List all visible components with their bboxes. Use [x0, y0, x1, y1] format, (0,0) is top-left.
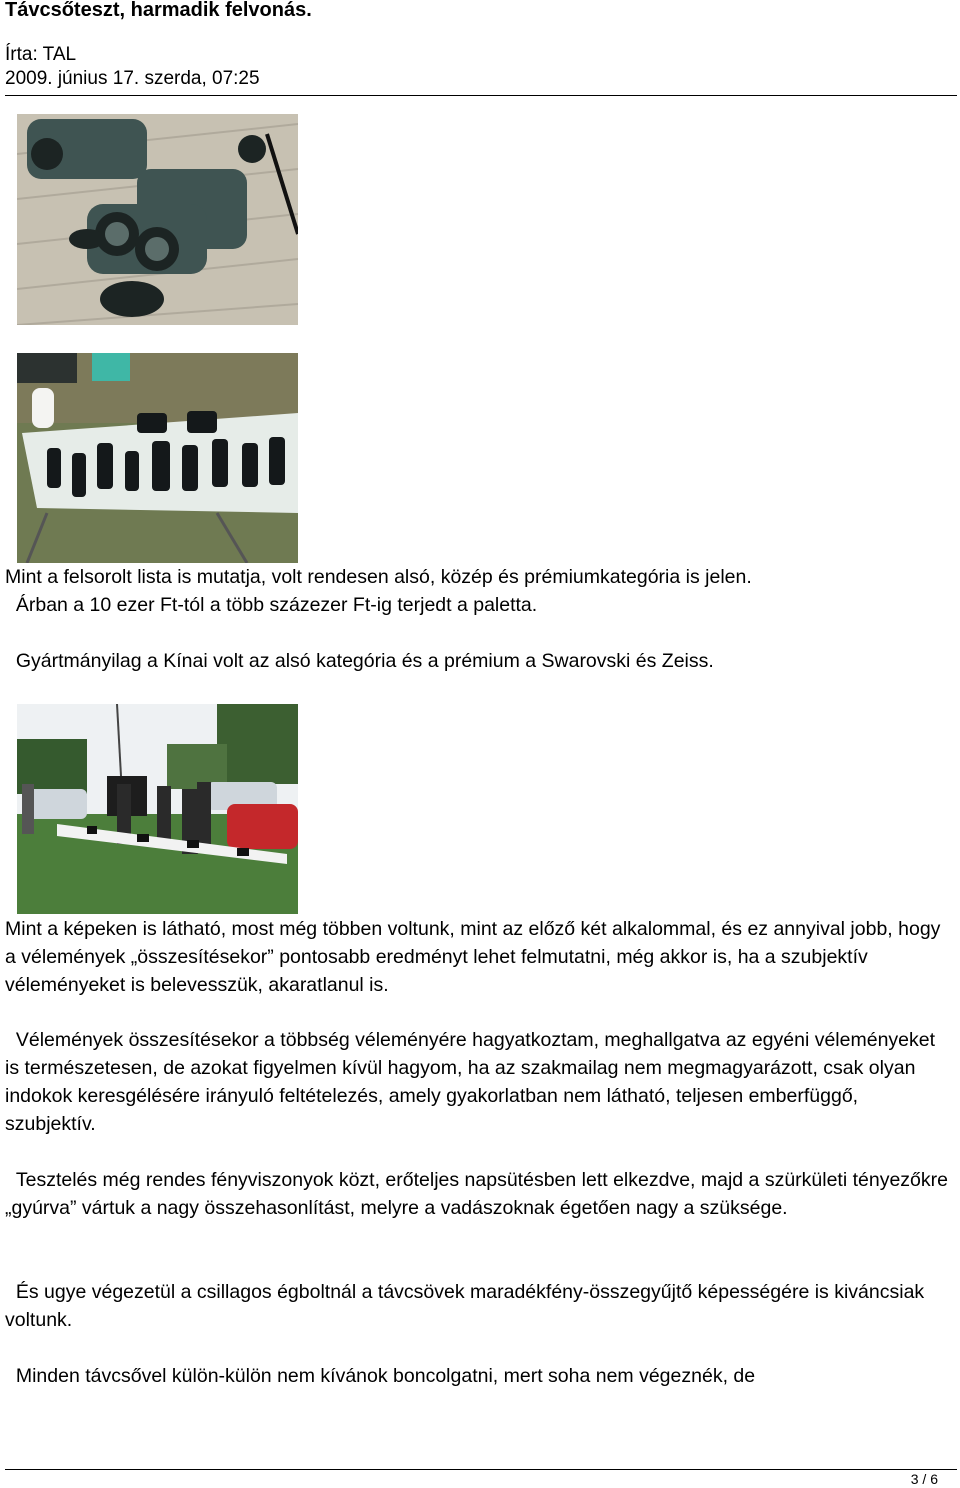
test-site-people-photo	[17, 704, 298, 914]
paragraph-6: És ugye végezetül a csillagos égboltnál a távcsövek maradékfény-összegyűjtő képességére is kiváncsiak voltunk.	[5, 1281, 930, 1331]
footer-divider	[5, 1469, 957, 1470]
paragraph-1: Mint a felsorolt lista is mutatja, volt rendesen alsó, közép és prémiumkategória is jelen. Árban a 10 ezer Ft-tól a több százezer Ft-ig terjedt a paletta.	[5, 566, 752, 616]
binoculars-on-table-photo	[17, 114, 298, 325]
header-divider	[5, 95, 957, 96]
paragraph-2: Gyártmányilag a Kínai volt az alsó kategória és a prémium a Swarovski és Zeiss.	[5, 650, 714, 672]
article-author: Írta: TAL	[5, 44, 77, 65]
paragraph-3: Mint a képeken is látható, most még többen voltunk, mint az előző két alkalommal, és ez annyival jobb, hogy a vélemények „összesítésekor” pontosabb eredményt lehet felmutatni, még akkor is, ha a szubjektív véleményeket is belevesszük, akaratlanul is.	[5, 918, 946, 996]
page-number: 3 / 6	[910, 1471, 938, 1487]
article-title: Távcsőteszt, harmadik felvonás.	[5, 0, 312, 21]
paragraph-7: Minden távcsővel külön-külön nem kívánok boncolgatni, mert soha nem végeznék, de	[5, 1365, 756, 1387]
paragraph-4: Vélemények összesítésekor a többség véleményére hagyatkoztam, meghallgatva az egyéni véleményeket is természetesen, de azokat figyelmen kívül hagyom, ha az szakmailag nem megmagyarázott, csak olyan indokok keresgélésére irányuló feltételezés, amely gyakorlatban nem látható, teljesen emberfüggő, szubjektív.	[5, 1029, 941, 1135]
article-date: 2009. június 17. szerda, 07:25	[5, 68, 260, 89]
paragraph-5: Tesztelés még rendes fényviszonyok közt, erőteljes napsütésben lett elkezdve, majd a szürkületi tényezőkre „gyúrva” vártuk a nagy összehasonlítást, melyre a vadászoknak égetően nagy a szüksége.	[5, 1169, 954, 1219]
binoculars-display-photo	[17, 353, 298, 563]
